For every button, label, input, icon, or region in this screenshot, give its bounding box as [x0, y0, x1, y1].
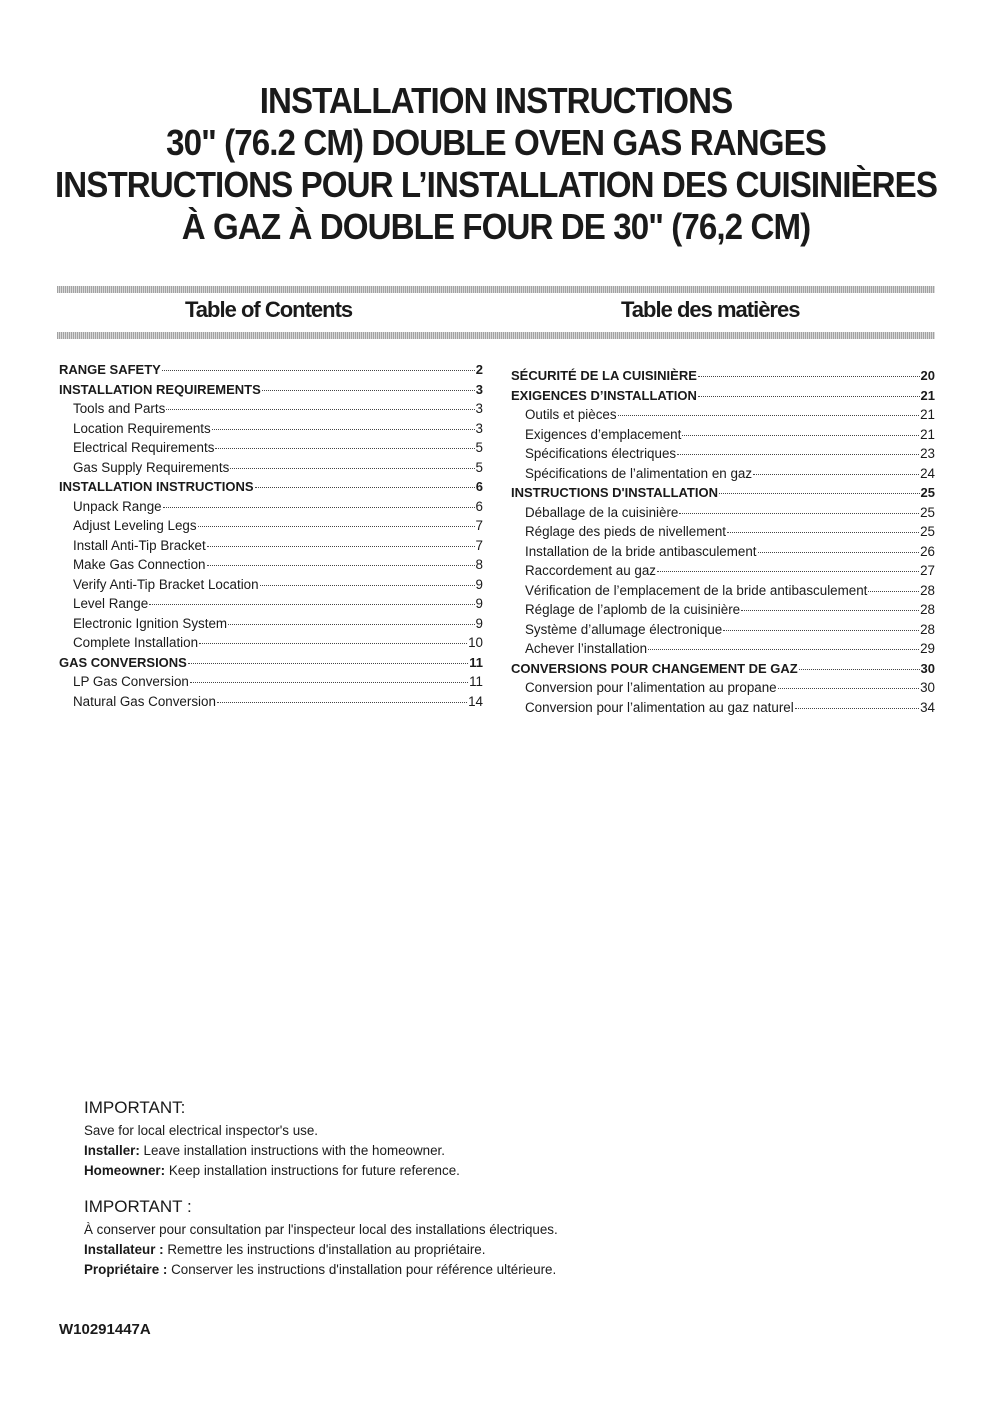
toc-page-number: 28: [920, 582, 935, 598]
toc-page-number: 30: [920, 680, 935, 695]
toc-subsection-entry[interactable]: [59, 497, 483, 517]
toc-entry-label: Système d’allumage électronique: [525, 621, 723, 637]
toc-subsection-entry[interactable]: [59, 614, 483, 634]
toc-subsection-entry[interactable]: [59, 516, 483, 536]
installer-label: Installer:: [84, 1143, 140, 1158]
toc-page-number: 9: [475, 596, 483, 611]
toc-dot-leader: [215, 448, 474, 449]
toc-entry-label: Electronic Ignition System: [73, 615, 228, 631]
toc-dot-leader: [198, 526, 475, 527]
toc-dot-leader: [618, 415, 920, 416]
toc-subsection-entry[interactable]: [59, 672, 483, 692]
toc-subsection-entry[interactable]: [511, 698, 935, 718]
toc-subsection-entry[interactable]: [511, 405, 935, 425]
toc-entry-label: Conversion pour l’alimentation au propane: [525, 680, 777, 695]
title-block: [0, 80, 992, 248]
toc-dot-leader: [723, 630, 919, 631]
toc-dot-leader: [217, 702, 467, 703]
toc-entry-label: GAS CONVERSIONS: [59, 654, 187, 670]
toc-page-number: 28: [920, 602, 935, 617]
toc-subsection-entry[interactable]: [511, 620, 935, 640]
important-line: Save for local electrical inspector's use.: [84, 1123, 319, 1138]
important-heading: IMPORTANT :: [84, 1197, 192, 1216]
toc-page-number: 20: [920, 368, 935, 383]
installateur-text: Remettre les instructions d'installation au propriétaire.: [163, 1242, 486, 1257]
toc-subsection-entry[interactable]: [59, 692, 483, 712]
toc-heading-english: Table of Contents: [185, 297, 353, 322]
toc-entry-label: CONVERSIONS POUR CHANGEMENT DE GAZ: [511, 660, 798, 676]
toc-page-number: 9: [475, 576, 483, 592]
toc-page-number: 11: [469, 654, 483, 670]
toc-dot-leader: [657, 571, 919, 572]
toc-subsection-entry[interactable]: [511, 581, 935, 601]
toc-entry-label: Installation de la bride antibasculement: [525, 543, 757, 559]
toc-entry-label: INSTRUCTIONS D'INSTALLATION: [511, 485, 718, 500]
toc-entry-label: Spécifications électriques: [525, 446, 677, 461]
toc-dot-leader: [166, 409, 474, 410]
toc-section-entry[interactable]: [59, 477, 483, 497]
proprietaire-label: Propriétaire :: [84, 1262, 168, 1277]
toc-page-number: 24: [920, 465, 935, 481]
toc-dot-leader: [255, 487, 475, 488]
toc-dot-leader: [212, 429, 475, 430]
title-line-2: 30" (76.2 CM) DOUBLE OVEN GAS RANGES: [166, 122, 826, 163]
toc-section-entry[interactable]: [511, 366, 935, 386]
toc-subsection-entry[interactable]: [511, 425, 935, 445]
toc-english-column: [59, 360, 483, 711]
toc-dot-leader: [207, 565, 475, 566]
toc-page-number: 30: [920, 660, 935, 676]
important-line: [84, 1260, 558, 1280]
toc-page-number: 6: [475, 498, 483, 514]
important-line: [84, 1141, 460, 1161]
toc-dot-leader: [868, 591, 919, 592]
toc-page-number: 3: [475, 401, 483, 416]
toc-subsection-entry[interactable]: [59, 419, 483, 439]
toc-subsection-entry[interactable]: [59, 594, 483, 614]
proprietaire-text: Conserver les instructions d'installation pour référence ultérieure.: [167, 1262, 557, 1277]
toc-page-number: 9: [475, 615, 483, 631]
toc-entry-label: Electrical Requirements: [73, 440, 215, 455]
toc-entry-label: SÉCURITÉ DE LA CUISINIÈRE: [511, 368, 697, 383]
toc-page-number: 21: [920, 407, 935, 422]
toc-entry-label: EXIGENCES D’INSTALLATION: [511, 387, 697, 403]
toc-entry-label: Exigences d’emplacement: [525, 426, 682, 442]
toc-page-number: 23: [920, 446, 935, 461]
toc-subsection-entry[interactable]: [59, 438, 483, 458]
toc-subsection-entry[interactable]: [511, 600, 935, 620]
toc-dot-leader: [190, 682, 468, 683]
toc-dot-leader: [228, 624, 474, 625]
toc-entry-label: RANGE SAFETY: [59, 362, 161, 377]
toc-subsection-entry[interactable]: [511, 522, 935, 542]
document-number: W10291447A: [59, 1321, 151, 1338]
toc-entry-label: Gas Supply Requirements: [73, 459, 230, 475]
toc-page-number: 8: [475, 557, 483, 572]
toc-dot-leader: [698, 396, 920, 397]
toc-entry-label: Outils et pièces: [525, 407, 617, 422]
toc-entry-label: Unpack Range: [73, 498, 162, 514]
toc-page-number: 28: [920, 621, 935, 637]
toc-page-number: 2: [475, 362, 483, 377]
toc-entry-label: INSTALLATION INSTRUCTIONS: [59, 479, 254, 494]
toc-page-number: 3: [475, 420, 483, 436]
toc-entry-label: Verify Anti-Tip Bracket Location: [73, 576, 259, 592]
toc-dot-leader: [199, 643, 467, 644]
toc-page-number: 14: [468, 693, 483, 709]
toc-section-entry[interactable]: [511, 386, 935, 406]
toc-subsection-entry[interactable]: [59, 399, 483, 419]
toc-subsection-entry[interactable]: [511, 542, 935, 562]
toc-dot-leader: [753, 474, 919, 475]
toc-heading-french: Table des matières: [621, 297, 800, 322]
toc-subsection-entry[interactable]: [59, 575, 483, 595]
toc-section-entry[interactable]: [59, 380, 483, 400]
toc-page-number: 25: [920, 485, 935, 500]
toc-entry-label: Déballage de la cuisinière: [525, 504, 679, 520]
toc-section-entry[interactable]: [59, 653, 483, 673]
title-line-3: INSTRUCTIONS POUR L’INSTALLATION DES CUISINIÈRES: [54, 164, 938, 205]
toc-dot-leader: [230, 468, 474, 469]
toc-page-number: 34: [920, 699, 935, 715]
toc-page-number: 25: [920, 504, 935, 520]
toc-entry-label: Location Requirements: [73, 420, 211, 436]
toc-subsection-entry[interactable]: [511, 678, 935, 698]
toc-page-number: 21: [920, 426, 935, 442]
toc-entry-label: Réglage des pieds de nivellement: [525, 524, 726, 539]
toc-entry-label: Vérification de l’emplacement de la bride antibasculement: [525, 582, 868, 598]
toc-subsection-entry[interactable]: [511, 503, 935, 523]
toc-subsection-entry[interactable]: [59, 536, 483, 556]
toc-entry-label: Level Range: [73, 596, 149, 611]
installer-text: Leave installation instructions with the homeowner.: [139, 1143, 445, 1158]
toc-page-number: 5: [475, 440, 483, 455]
toc-dot-leader: [778, 688, 919, 689]
toc-dot-leader: [799, 669, 920, 670]
homeowner-text: Keep installation instructions for future reference.: [165, 1163, 460, 1178]
toc-section-entry[interactable]: [511, 483, 935, 503]
toc-dot-leader: [719, 493, 920, 494]
toc-subsection-entry[interactable]: [59, 458, 483, 478]
bottom-divider: [57, 332, 935, 339]
important-line: [84, 1240, 558, 1260]
toc-dot-leader: [698, 376, 920, 377]
toc-page-number: 3: [475, 381, 483, 397]
toc-subsection-entry[interactable]: [511, 639, 935, 659]
toc-page-number: 7: [475, 537, 483, 553]
toc-subsection-entry[interactable]: [59, 555, 483, 575]
toc-dot-leader: [207, 546, 475, 547]
title-line-1: INSTALLATION INSTRUCTIONS: [259, 80, 733, 121]
important-line: [84, 1161, 460, 1181]
toc-entry-label: Make Gas Connection: [73, 557, 206, 572]
toc-page-number: 6: [475, 479, 483, 494]
toc-entry-label: Install Anti-Tip Bracket: [73, 537, 206, 553]
toc-dot-leader: [795, 708, 919, 709]
important-line: À conserver pour consultation par l'inspecteur local des installations électriques.: [84, 1222, 558, 1237]
toc-entry-label: Raccordement au gaz: [525, 563, 657, 578]
toc-dot-leader: [677, 454, 919, 455]
toc-entry-label: Réglage de l’aplomb de la cuisinière: [525, 602, 741, 617]
toc-page-number: 10: [468, 635, 483, 650]
toc-dot-leader: [149, 604, 474, 605]
toc-section-entry[interactable]: [511, 659, 935, 679]
toc-page-number: 21: [920, 387, 935, 403]
toc-dot-leader: [758, 552, 920, 553]
toc-entry-label: Natural Gas Conversion: [73, 693, 216, 709]
toc-dot-leader: [727, 532, 919, 533]
toc-dot-leader: [741, 610, 919, 611]
toc-page-number: 25: [920, 524, 935, 539]
toc-dot-leader: [162, 370, 475, 371]
toc-entry-label: Complete Installation: [73, 635, 199, 650]
toc-dot-leader: [262, 390, 475, 391]
toc-page-number: 29: [920, 641, 935, 656]
toc-french-column: [511, 366, 935, 717]
toc-subsection-entry[interactable]: [511, 444, 935, 464]
toc-page-number: 5: [475, 459, 483, 475]
toc-page-number: 27: [920, 563, 935, 578]
toc-dot-leader: [260, 585, 475, 586]
toc-page-number: 11: [469, 674, 483, 689]
toc-dot-leader: [163, 507, 475, 508]
homeowner-label: Homeowner:: [84, 1163, 166, 1178]
toc-subsection-entry[interactable]: [59, 633, 483, 653]
toc-page-number: 7: [475, 518, 483, 533]
title-line-4: À GAZ À DOUBLE FOUR DE 30" (76,2 CM): [181, 206, 811, 247]
top-divider: [57, 286, 935, 293]
toc-subsection-entry[interactable]: [511, 561, 935, 581]
toc-entry-label: Tools and Parts: [73, 401, 166, 416]
toc-page-number: 26: [920, 543, 935, 559]
toc-entry-label: Adjust Leveling Legs: [73, 518, 197, 533]
toc-entry-label: Achever l’installation: [525, 641, 648, 656]
toc-dot-leader: [188, 663, 468, 664]
important-heading: IMPORTANT:: [84, 1098, 186, 1117]
toc-dot-leader: [679, 513, 919, 514]
installateur-label: Installateur :: [84, 1242, 164, 1257]
toc-dot-leader: [648, 649, 919, 650]
toc-entry-label: INSTALLATION REQUIREMENTS: [59, 381, 261, 397]
important-notice-english: [84, 1097, 460, 1181]
toc-entry-label: Spécifications de l’alimentation en gaz: [525, 465, 753, 481]
toc-entry-label: Conversion pour l’alimentation au gaz naturel: [525, 699, 794, 715]
important-notice-french: [84, 1196, 558, 1280]
toc-subsection-entry[interactable]: [511, 464, 935, 484]
toc-section-entry[interactable]: [59, 360, 483, 380]
toc-dot-leader: [682, 435, 919, 436]
toc-entry-label: LP Gas Conversion: [73, 674, 189, 689]
